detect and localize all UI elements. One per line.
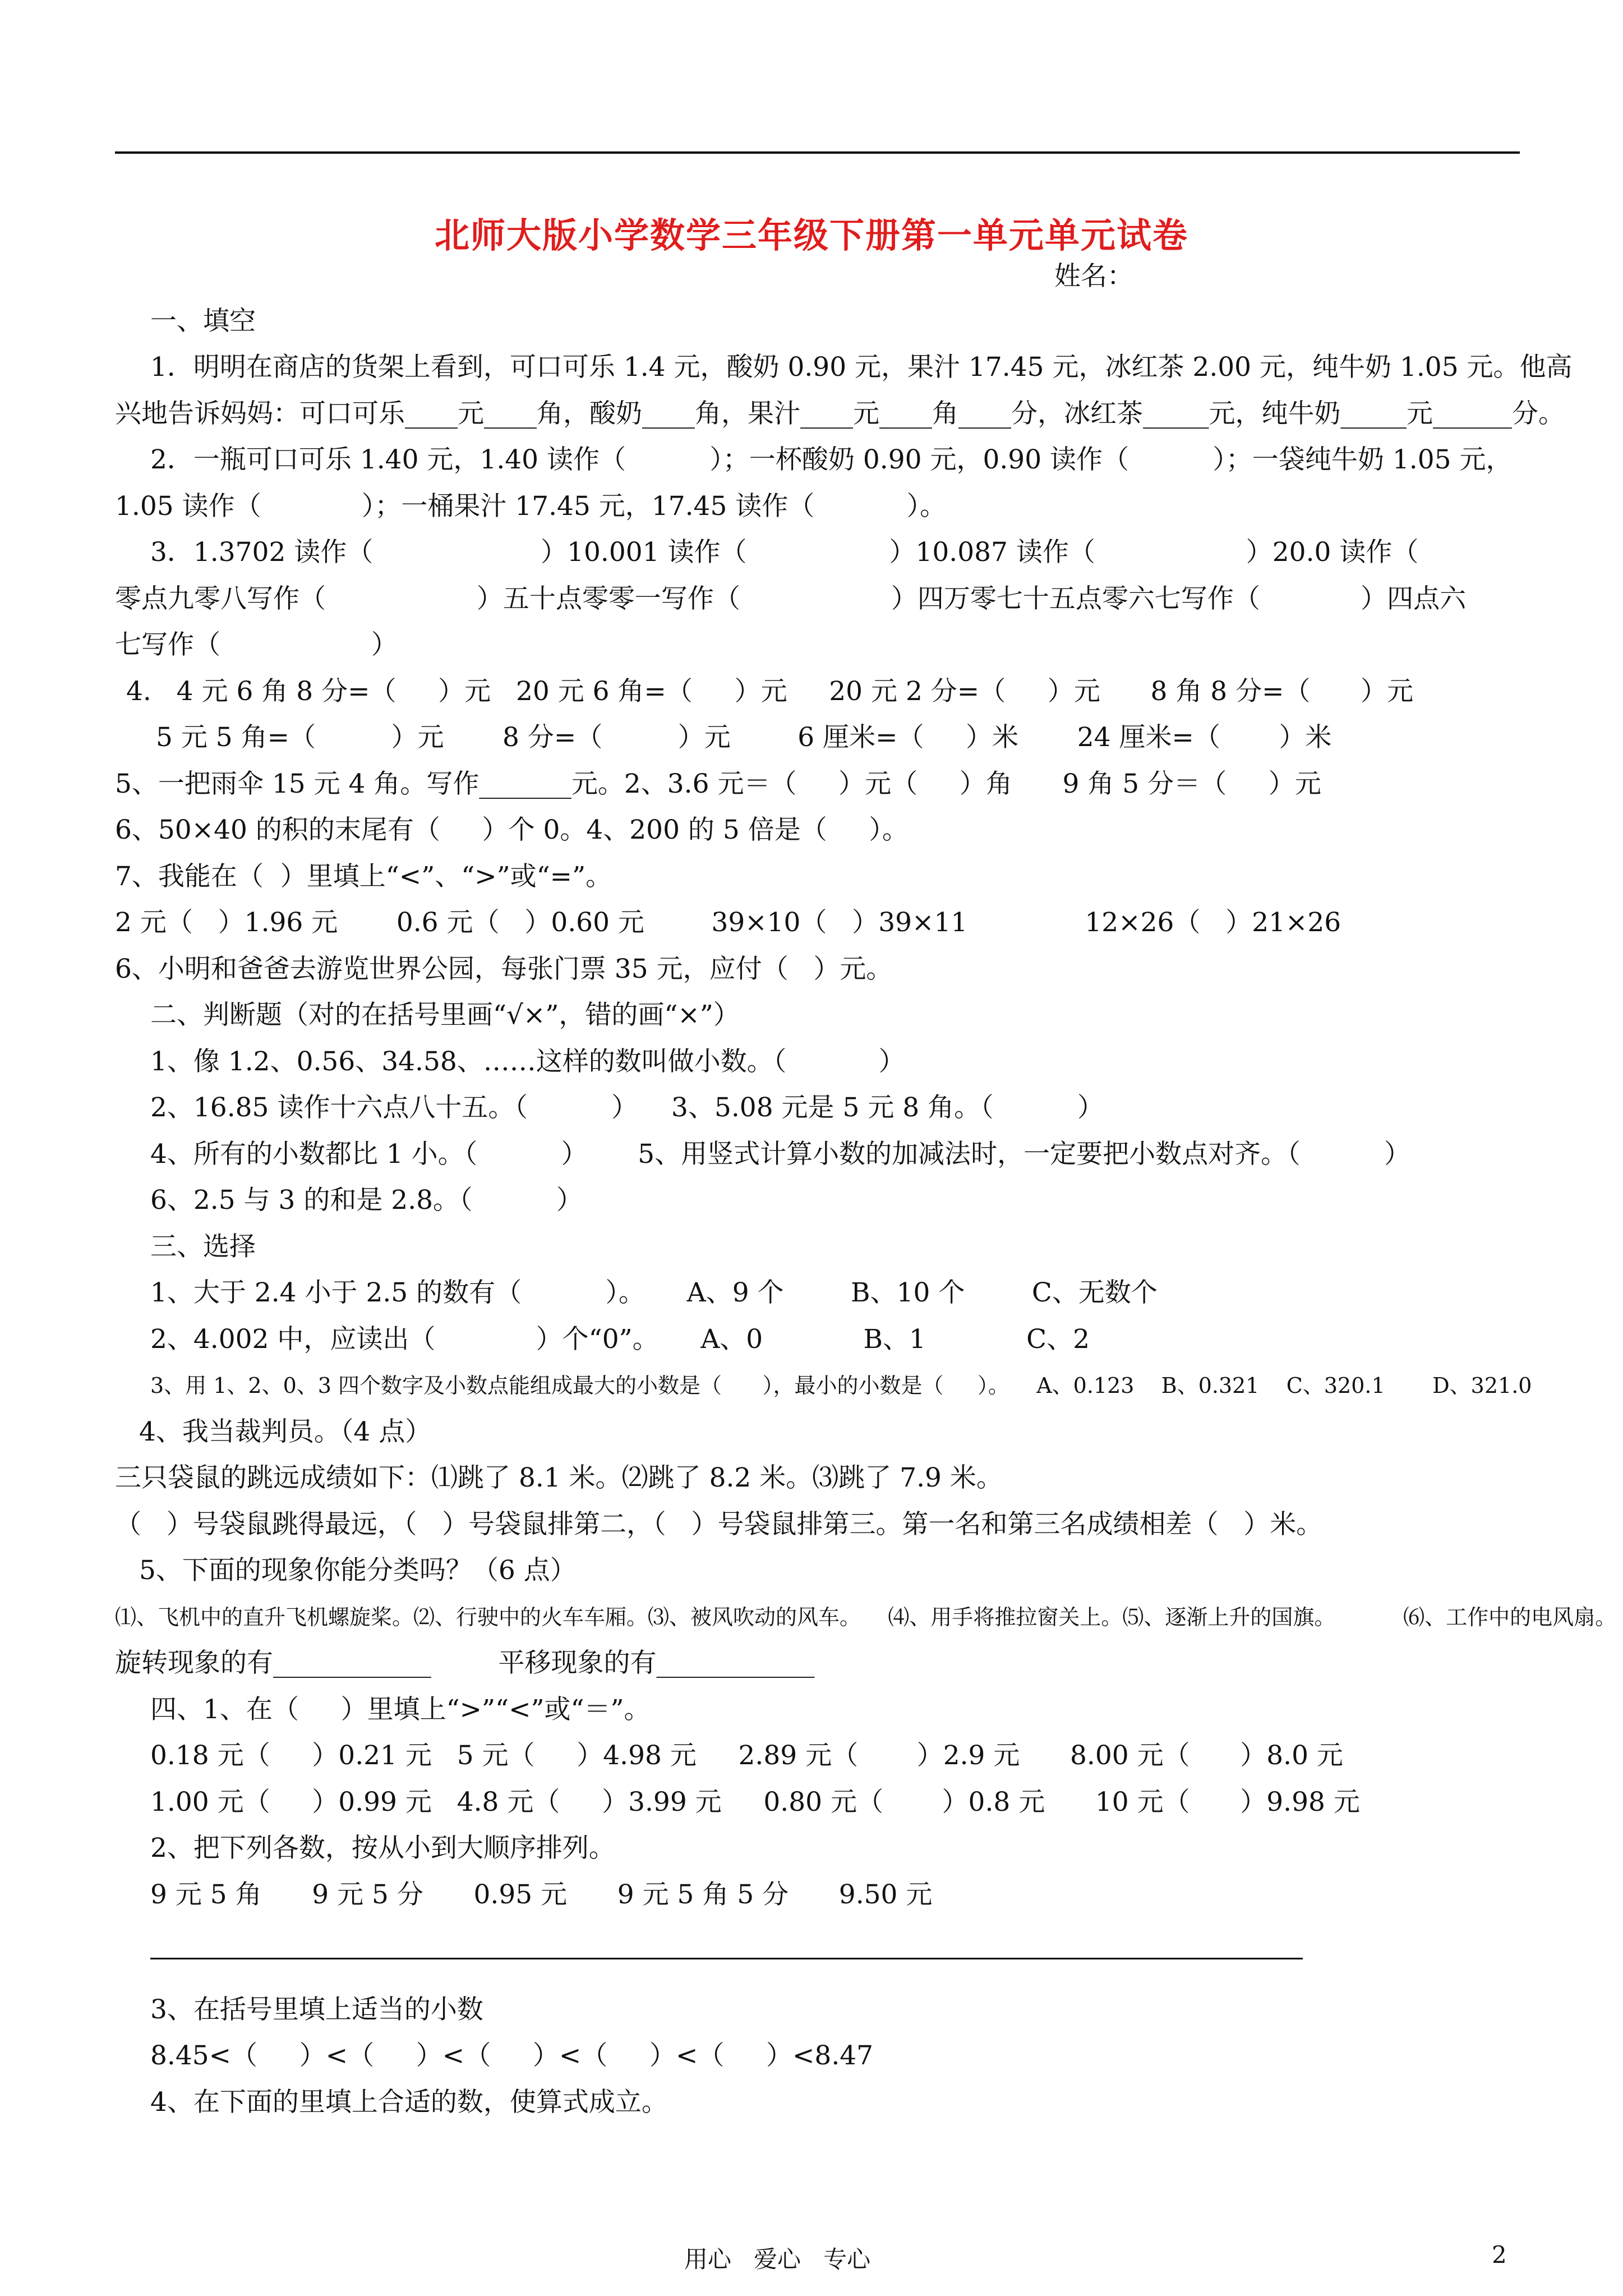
exam-line: 二、判断题（对的在括号里画“√×”，错的画“×”） <box>150 1000 740 1030</box>
exam-line: 三只袋鼠的跳远成绩如下：⑴跳了 8.1 米。⑵跳了 8.2 米。⑶跳了 7.9 米。 <box>115 1462 1003 1493</box>
exam-line: 4. 4 元 6 角 8 分=（ ）元 20 元 6 角=（ ）元 20 元 2 分=（ ）元 8 角 8 分=（ ）元 <box>126 676 1414 707</box>
exam-line: 四、1、在（ ）里填上“>”“<”或“＝”。 <box>150 1694 651 1725</box>
exam-line: 零点九零八写作（ ）五十点零零一写作（ ）四万零七十五点零六七写作（ ）四点六 <box>115 583 1467 614</box>
exam-line: 1、大于 2.4 小于 2.5 的数有（ ）。 A、9 个 B、10 个 C、无数个 <box>150 1277 1158 1308</box>
exam-line: 7、我能在（ ）里填上“<”、“>”或“=”。 <box>115 861 612 892</box>
exam-line: 8.45<（ ）<（ ）<（ ）<（ ）<（ ）<8.47 <box>150 2040 874 2071</box>
exam-line: 6、小明和爸爸去游览世界公园，每张门票 35 元，应付（ ）元。 <box>115 954 893 984</box>
exam-line: 9 元 5 角 9 元 5 分 0.95 元 9 元 5 角 5 分 9.50 元 <box>150 1879 933 1910</box>
exam-line: 5、一把雨伞 15 元 4 角。写作_______元。2、3.6 元＝（ ）元（ ）角 9 角 5 分＝（ ）元 <box>115 769 1321 799</box>
exam-line: 七写作（ ） <box>115 629 398 660</box>
exam-line: 3、在括号里填上适当的小数 <box>150 1994 483 2025</box>
exam-line: 一、填空 <box>150 306 256 337</box>
exam-line: 5 元 5 角=（ ）元 8 分=（ ）元 6 厘米=（ ）米 24 厘米=（ ）米 <box>156 722 1332 753</box>
answer-line <box>150 1958 1303 1959</box>
exam-line: ⑴、飞机中的直升飞机螺旋桨。⑵、行驶中的火车车厢。⑶、被风吹动的风车。 ⑷、用手将推拉窗关上。⑸、逐渐上升的国旗。 ⑹、工作中的电风扇。 <box>115 1605 1617 1630</box>
page-number: 2 <box>1492 2241 1507 2269</box>
exam-line: 1.00 元（ ）0.99 元 4.8 元（ ）3.99 元 0.80 元（ ）0.8 元 10 元（ ）9.98 元 <box>150 1787 1360 1818</box>
exam-line: 4、所有的小数都比 1 小。（ ） 5、用竖式计算小数的加减法时，一定要把小数点对齐。（ ） <box>150 1139 1411 1170</box>
exam-line: 0.18 元（ ）0.21 元 5 元（ ）4.98 元 2.89 元（ ）2.9 元 8.00 元（ ）8.0 元 <box>150 1740 1343 1771</box>
exam-line: 三、选择 <box>150 1231 256 1262</box>
header-rule <box>115 151 1520 154</box>
exam-line: 2、4.002 中，应读出（ ）个“0”。 A、0 B、1 C、2 <box>150 1324 1090 1355</box>
exam-line: 3．1.3702 读作（ ）10.001 读作（ ）10.087 读作（ ）20.0 读作（ <box>150 537 1419 568</box>
exam-line: 3、用 1、2、0、3 四个数字及小数点能组成最大的小数是（ ），最小的小数是（ ）。 A、0.123 B、0.321 C、320.1 D、321.0 <box>150 1373 1532 1398</box>
exam-line: 2、把下列各数，按从小到大顺序排列。 <box>150 1833 615 1864</box>
exam-line: 1.05 读作（ ）；一桶果汁 17.45 元，17.45 读作（ ）。 <box>115 491 947 522</box>
exam-line: 旋转现象的有____________ 平移现象的有____________ <box>115 1648 815 1678</box>
exam-line: （ ）号袋鼠跳得最远，（ ）号袋鼠排第二，（ ）号袋鼠排第三。第一名和第三名成绩相差（ ）米。 <box>115 1509 1323 1540</box>
exam-line: 2．一瓶可口可乐 1.40 元，1.40 读作（ ）；一杯酸奶 0.90 元，0.90 读作（ ）；一袋纯牛奶 1.05 元， <box>150 444 1513 475</box>
exam-line: 4、我当裁判员。（4 点） <box>139 1416 432 1447</box>
exam-line: 4、在下面的里填上合适的数，使算式成立。 <box>150 2087 668 2118</box>
exam-line: 兴地告诉妈妈：可口可乐____元____角，酸奶____角，果汁____元____角____分，冰红茶_____元，纯牛奶_____元______分。 <box>115 398 1565 429</box>
exam-line: 6、2.5 与 3 的和是 2.8。（ ） <box>150 1185 583 1216</box>
footer-motto: 用心 爱心 专心 <box>684 2246 871 2273</box>
exam-line: 1、像 1.2、0.56、34.58、……这样的数叫做小数。（ ） <box>150 1046 905 1077</box>
page-title: 北师大版小学数学三年级下册第一单元单元试卷 <box>434 215 1188 256</box>
name-label: 姓名： <box>1054 261 1133 292</box>
exam-line: 6、50×40 的积的末尾有（ ）个 0。4、200 的 5 倍是（ ）。 <box>115 815 909 845</box>
exam-line: 2 元（ ）1.96 元 0.6 元（ ）0.60 元 39×10（ ）39×11 12×26（ ）21×26 <box>115 907 1341 938</box>
exam-line: 2、16.85 读作十六点八十五。（ ） 3、5.08 元是 5 元 8 角。（ ） <box>150 1092 1104 1123</box>
exam-line: 1．明明在商店的货架上看到，可口可乐 1.4 元，酸奶 0.90 元，果汁 17.45 元，冰红茶 2.00 元，纯牛奶 1.05 元。他高 <box>150 352 1573 383</box>
exam-line: 5、下面的现象你能分类吗？（6 点） <box>139 1555 577 1586</box>
